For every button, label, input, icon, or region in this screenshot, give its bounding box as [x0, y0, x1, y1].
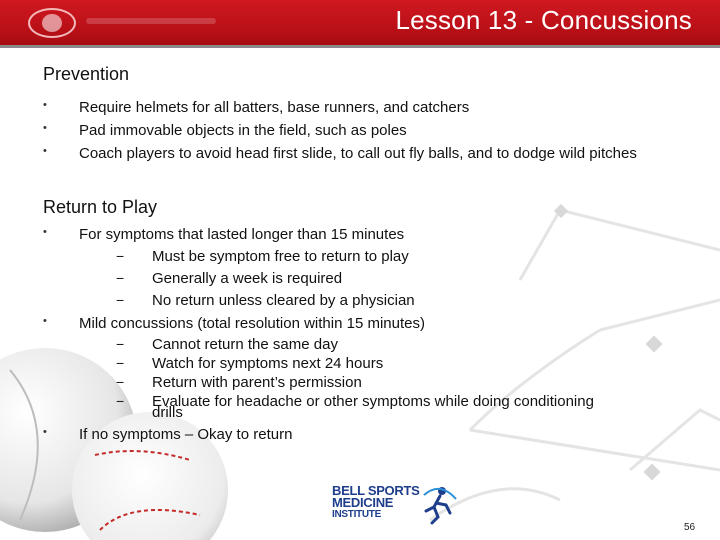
list-item-text: Mild concussions (total resolution within 15 minutes) — [79, 315, 425, 332]
logo-line: BELL SPORTS — [332, 483, 420, 498]
section-heading-return-to-play: Return to Play — [43, 197, 158, 217]
sub-list-item-text: Cannot return the same day — [152, 336, 338, 353]
list-item-text: For symptoms that lasted longer than 15 minutes — [79, 226, 405, 243]
sub-list-item-text: Generally a week is required — [152, 270, 343, 287]
sub-list-item-text: Must be symptom free to return to play — [152, 248, 409, 265]
sub-list-item-text: Evaluate for headache or other symptoms while doing conditioning drills — [152, 393, 594, 421]
list-item-text: If no symptoms – Okay to return — [79, 426, 293, 443]
bullet-icon: • — [43, 315, 47, 327]
ball-logo-icon — [28, 8, 76, 38]
page-number: 56 — [684, 522, 696, 533]
bullet-icon: • — [43, 122, 47, 134]
dash-icon: − — [116, 336, 125, 352]
dash-icon: − — [116, 248, 125, 264]
sub-list-item-text: Return with parent’s permission — [152, 374, 362, 391]
dash-icon: − — [116, 355, 125, 371]
list-item-text: Pad immovable objects in the field, such as poles — [79, 122, 407, 139]
dash-icon: − — [116, 393, 125, 409]
bullet-icon: • — [43, 145, 47, 157]
dash-icon: − — [116, 374, 125, 390]
bullet-icon: • — [43, 426, 47, 438]
logo-line: INSTITUTE — [332, 509, 381, 520]
list-item-text: Coach players to avoid head first slide, to call out fly balls, and to dodge wild pitches — [79, 145, 637, 162]
bullet-icon: • — [43, 99, 47, 111]
logo-tagline — [86, 18, 216, 24]
runner-icon — [420, 485, 460, 525]
sub-list-item-text: No return unless cleared by a physician — [152, 292, 415, 309]
section-heading-prevention: Prevention — [43, 64, 130, 84]
dash-icon: − — [116, 270, 125, 286]
dash-icon: − — [116, 292, 125, 308]
title-bar — [0, 0, 720, 45]
slide-title: Lesson 13 - Concussions — [395, 5, 692, 35]
header-divider — [0, 45, 720, 48]
sub-list-item-text: Watch for symptoms next 24 hours — [152, 355, 384, 372]
logo-line: MEDICINE — [332, 495, 394, 510]
bullet-icon: • — [43, 226, 47, 238]
institute-logo — [332, 485, 462, 527]
list-item-text: Require helmets for all batters, base runners, and catchers — [79, 99, 470, 116]
